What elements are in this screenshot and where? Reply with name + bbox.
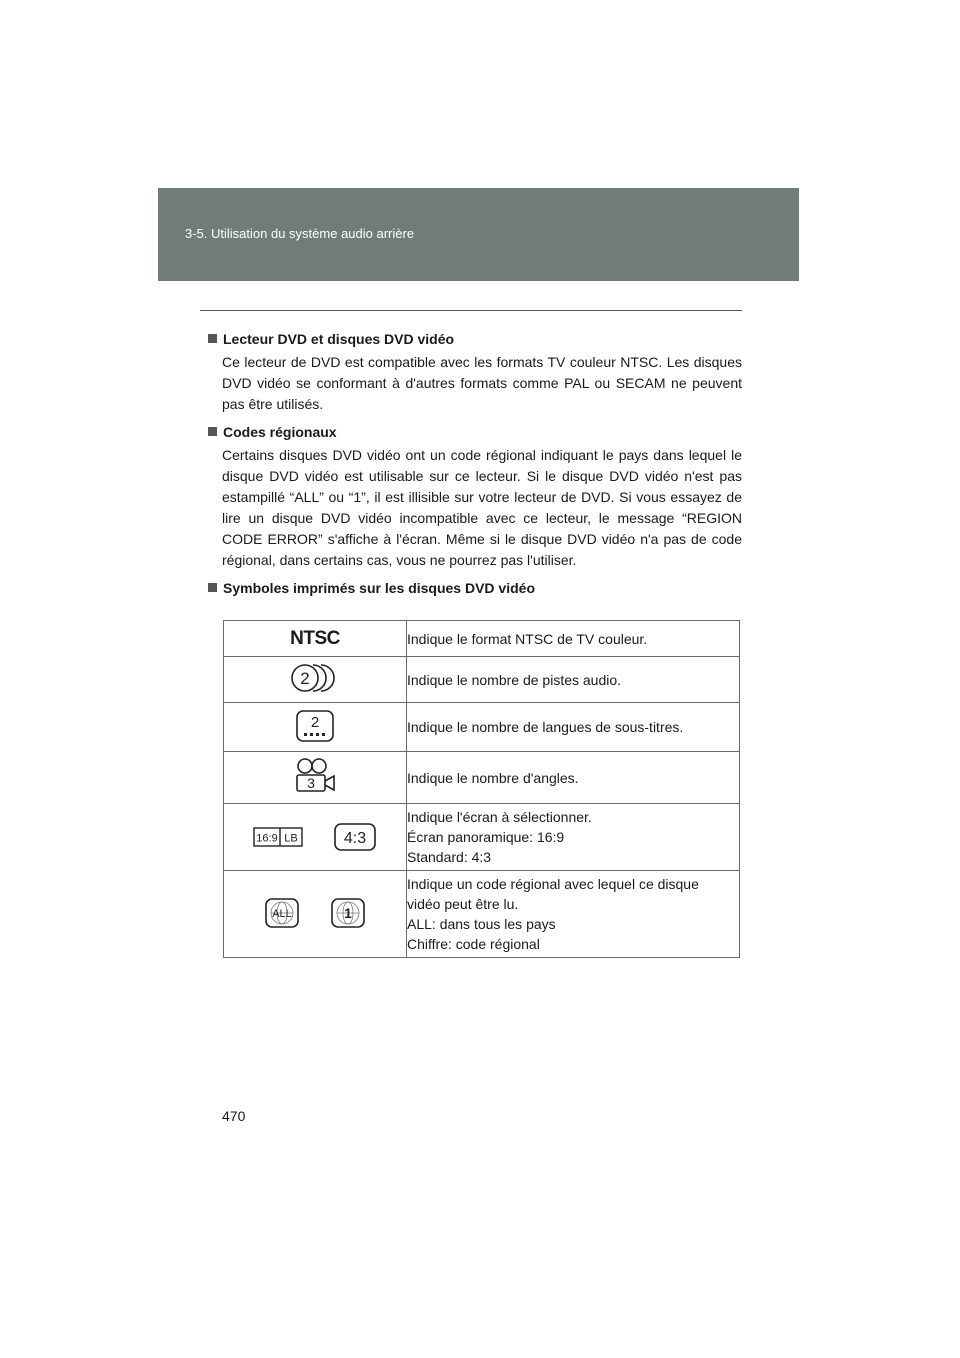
table-row [224, 657, 740, 703]
symbol-description: Indique le nombre de pistes audio. [407, 671, 622, 688]
svg-text:16:9: 16:9 [256, 832, 278, 845]
page-number: 470 [222, 1108, 246, 1124]
screen-format-icons [253, 822, 377, 852]
bullet-square-icon [208, 334, 217, 343]
symbols-table [223, 620, 740, 958]
main-content [208, 329, 742, 598]
camera-angles-icon [224, 752, 407, 804]
svg-text:4:3: 4:3 [343, 830, 367, 847]
region-all-icon [264, 897, 300, 929]
section-title: 3-5. Utilisation du système audio arrière [185, 226, 415, 241]
paragraph-dvd-player: Ce lecteur de DVD est compatible avec les formats TV couleur NTSC. Les disques DVD vidéo se conformant à d'autres formats comme PAL ou SECAM ne peuvent pas être utilisés. [222, 354, 742, 412]
svg-text:ALL: ALL [272, 907, 292, 920]
symbol-description: Indique le nombre d'angles. [407, 769, 579, 786]
divider-rule [200, 310, 742, 311]
ntsc-icon: NTSC [224, 621, 407, 657]
symbol-description: Écran panoramique: 16:9 [407, 829, 565, 845]
table-row [224, 871, 740, 958]
bullet-square-icon [208, 583, 217, 592]
table-row [224, 703, 740, 752]
region-code-icons [264, 897, 366, 929]
subtitles-icon [224, 703, 407, 752]
svg-text:3: 3 [307, 775, 315, 791]
table-row [224, 621, 740, 657]
symbol-description: Indique le format NTSC de TV couleur. [407, 630, 648, 647]
heading-region-codes: Codes régionaux [208, 422, 742, 442]
svg-text:1: 1 [344, 904, 352, 921]
standard-screen-icon [333, 822, 377, 852]
symbol-description: Indique un code régional avec lequel ce disque [407, 876, 699, 892]
paragraph-region-codes: Certains disques DVD vidéo ont un code régional indiquant le pays dans lequel le disque DVD vidéo est utilisable sur ce lecteur. Si le disque DVD vidéo n'est pas estampillé “ALL” ou “1”, il est illisible sur votre lecteur de DVD. Si vous essayez de lire un disque DVD vidéo incompatible avec ce lecteur, le message “REGION CODE ERROR” s'affiche à l'écran. Même si le disque DVD vidéo n'a pas de code régional, dans certains cas, vous ne pourrez pas l'utiliser. [222, 447, 742, 568]
symbol-description: Chiffre: code régional [407, 936, 540, 952]
symbol-description: Indique l'écran à sélectionner. [407, 809, 592, 825]
symbol-description: Indique le nombre de langues de sous-titres. [407, 719, 684, 735]
widescreen-letterbox-icon [253, 827, 303, 847]
symbol-description: ALL: dans tous les pays [407, 916, 556, 932]
symbol-description: vidéo peut être lu. [407, 896, 519, 912]
heading-disc-symbols: Symboles imprimés sur les disques DVD vidéo [208, 578, 742, 598]
svg-text:2: 2 [310, 713, 320, 731]
table-row [224, 804, 740, 871]
chapter-header-bar [158, 188, 799, 281]
svg-text:LB: LB [284, 832, 298, 845]
audio-tracks-icon [224, 657, 407, 703]
bullet-square-icon [208, 427, 217, 436]
symbol-description: Standard: 4:3 [407, 849, 492, 865]
table-row [224, 752, 740, 804]
region-1-icon [330, 897, 366, 929]
svg-text:2: 2 [300, 669, 310, 688]
heading-dvd-player: Lecteur DVD et disques DVD vidéo [208, 329, 742, 349]
